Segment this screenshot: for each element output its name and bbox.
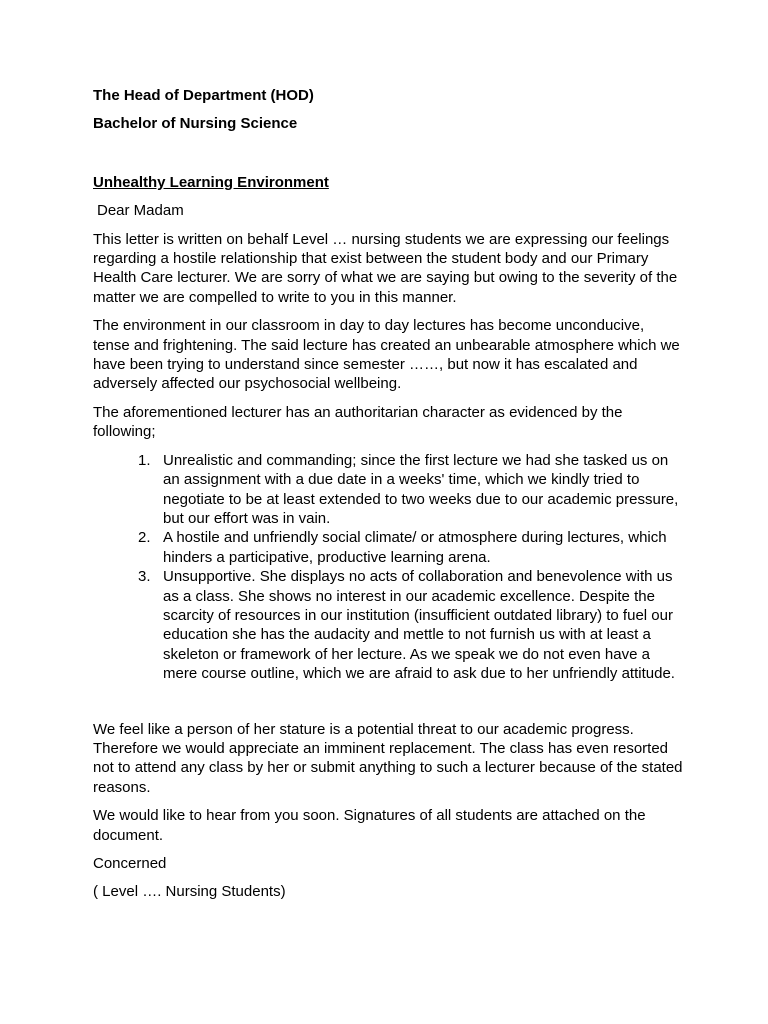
letter-subject: Unhealthy Learning Environment bbox=[93, 173, 329, 191]
list-item-number: 3. bbox=[138, 568, 151, 586]
sender-name: ( Level …. Nursing Students) bbox=[93, 883, 286, 901]
paragraph-environment: The environment in our classroom in day to day lectures has become unconducive, tense and frightening. The said lecture has created an unbearable atmosphere which we have been trying to understand since semester ……, but now it has escalated and adversely affected our psychosocial wellbeing. bbox=[93, 317, 680, 393]
paragraph-threat: We feel like a person of her stature is a potential threat to our academic progress. Therefore we would appreciate an imminent replacement. The class has even resorted not to attend any class by her or submit anything to such a lecturer because of the stated reasons. bbox=[93, 720, 683, 796]
list-item-number: 2. bbox=[138, 529, 151, 547]
list-item bbox=[93, 567, 683, 683]
recipient-program: Bachelor of Nursing Science bbox=[93, 115, 298, 133]
recipient-title: The Head of Department (HOD) bbox=[93, 87, 314, 104]
paragraph-intro: This letter is written on behalf Level … nursing students we are expressing our feelings regarding a hostile relationship that exist between the student body and our Primary Health Care lecturer. We are sorry of what we are saying but owing to the severity of the matter we are compelled to write to you in this manner. bbox=[93, 230, 678, 306]
list-item-text: Unrealistic and commanding; since the first lecture we had she tasked us on an assignment with a due date in a weeks' time, which we kindly tried to negotiate to be at least extended to two weeks due to our academic pressure, but our effort was in vain. bbox=[163, 451, 679, 527]
letter-page bbox=[93, 86, 683, 902]
list-item-text: Unsupportive. She displays no acts of collaboration and benevolence with us as a class. She shows no interest in our academic excellence. Despite the scarcity of resources in our institution (insufficient outdated library) to fuel our education she has the audacity and mettle to not furnish us with at least a skeleton or framework of her lecture. As we speak we do not even have a mere course outline, which we are afraid to ask due to her unfriendly attitude. bbox=[163, 568, 675, 683]
list-item bbox=[93, 528, 683, 567]
paragraph-hear-from-you: We would like to hear from you soon. Signatures of all students are attached on the document. bbox=[93, 807, 646, 844]
list-item-text: A hostile and unfriendly social climate/ or atmosphere during lectures, which hinders a participative, productive learning arena. bbox=[163, 529, 667, 566]
issues-list bbox=[93, 451, 683, 684]
salutation: Dear Madam bbox=[97, 202, 184, 220]
list-item bbox=[93, 451, 683, 529]
paragraph-authoritarian: The aforementioned lecturer has an authoritarian character as evidenced by the following; bbox=[93, 403, 623, 441]
list-item-number: 1. bbox=[138, 451, 151, 469]
closing-word: Concerned bbox=[93, 855, 167, 872]
